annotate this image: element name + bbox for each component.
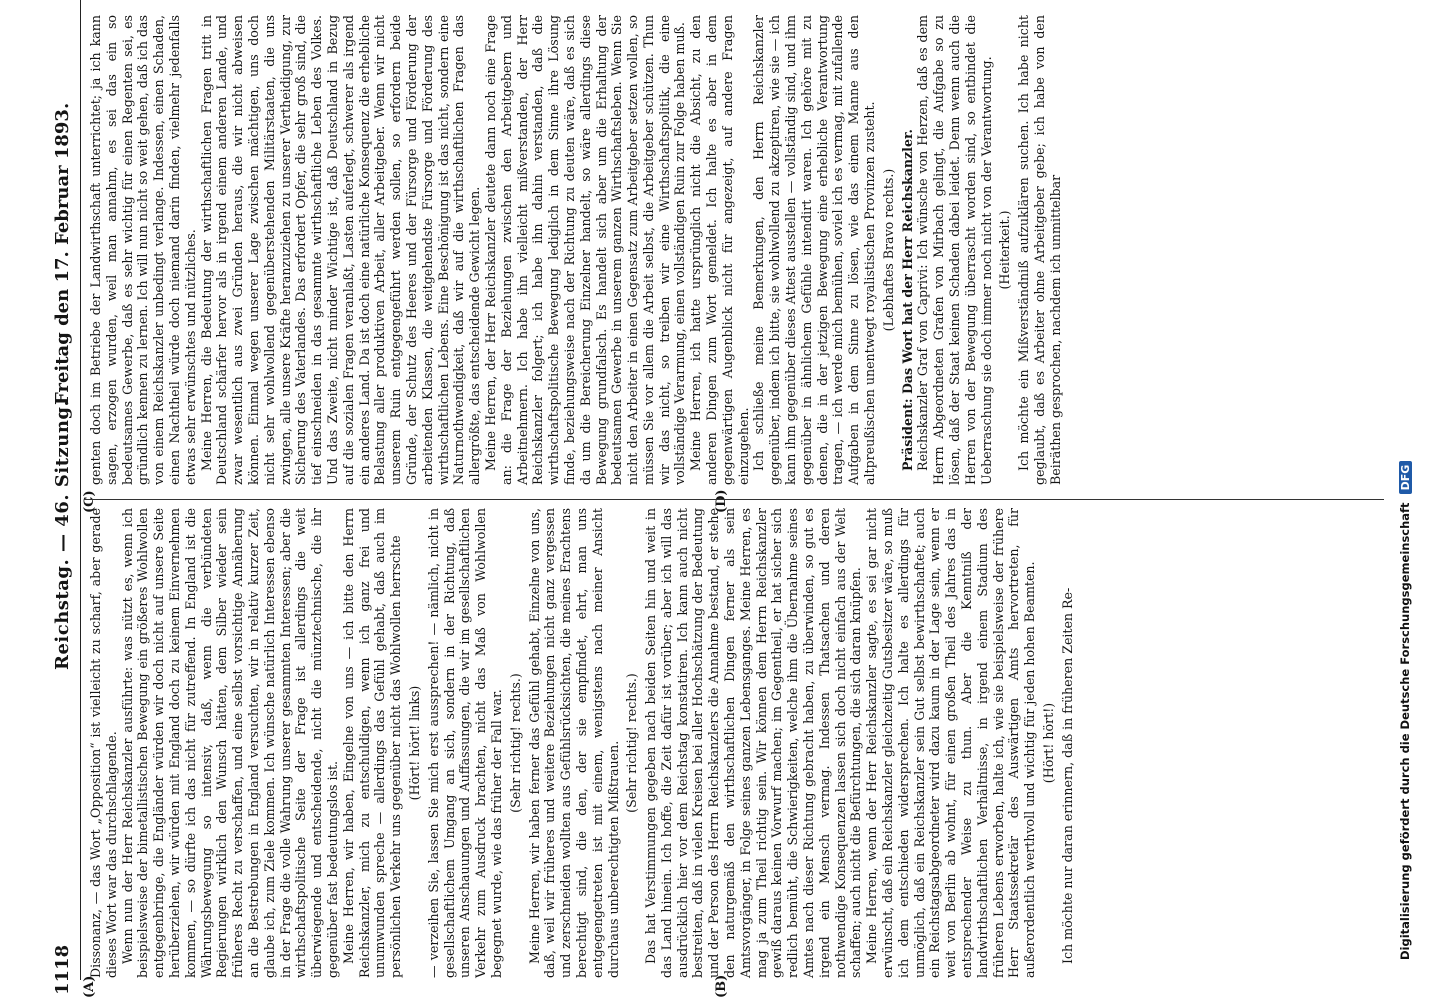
dfg-logo: DFG (1399, 461, 1412, 495)
paragraph: Meine Herren, der Herr Reichskanzler deutete dann noch eine Frage an: die Frage der Beziehungen zwischen den Arbeitgebern und Arbeitnehmern. Ich habe ihn vielleicht mißverstanden, der Herr Reichskanzler folgert; ich habe ihn dahin verstanden, daß die wirthschaftspolitische Bewegung lediglich in dem Sinne ihre Lösung finde, beziehungsweise nach der Richtung zu deuten wäre, daß es sich da um die Bereicherung Einzelner handelt, so wäre allerdings diese Bewegung grundfalsch. Es handelt sich aber um die Erhaltung der bedeutsamen Gewerbe in unserem ganzen Wirthschaftsleben. Wenn Sie nicht den Arbeiter in einen Gegensatz zum Arbeitgeber setzen wollen, so müssen Sie vor allem die Arbeit selbst, die Arbeitgeber schützen. Thun wir das nicht, so treiben wir eine Wirthschaftspolitik, die eine vollständige Verarmung, einen vollständigen Ruin zur Folge haben muß. (482, 15, 688, 485)
page-number: 1118 (52, 944, 73, 995)
speaker-paragraph: Reichskanzler Graf von Caprivi: Ich wünsche von Herzen, daß es dem Herrn Abgeordneten Grafen von Mirbach gelingt, die Aufgabe so zu lösen, daß der Staat keinen Schaden dabei leidet. Denn wenn auch die Herren von der Bewegung überrascht worden sind, so entbindet die Ueberraschung sie doch immer noch nicht von der Verantwortung. (915, 15, 994, 485)
paragraph: Ich möchte nur daran erinnern, daß in früheren Zeiten Re- (1059, 587, 1075, 964)
margin-marker-d: (D) (714, 489, 729, 513)
paragraph: — verzeihen Sie, lassen Sie mich erst aussprechen! — nämlich, nicht in gesellschaftlichem Umgang an sich, sondern in der Richtung, daß unseren Anschauungen und Auffassungen, die wir im gesellschaftlichen Verkehr zum Ausdruck brachten, nicht das Maß von Wohlwollen begegnet wurde, wie das früher der Fall war. (425, 508, 504, 978)
speaker-paragraph: Präsident: Das Wort hat der Herr Reichskanzler. (899, 129, 915, 471)
paragraph: Ich schließe meine Bemerkungen, den Herrn Reichskanzler gegenüber, indem ich bitte, sie wohlwollend zu akzeptiren, wie sie — ich kann ihm gegenüber dieses Attest ausstellen — vollständig sind, und ihm gegenüber in ähnlichem Gefühle intendirt waren. Ich gehöre mit zu denen, die in der jetzigen Bewegung eine erhebliche Verantwortung tragen, — ich werde mich bemühen, soviel ich es vermag, mit zufallende Aufgaben in dem Sinne zu lösen, wie das einem Manne aus den altpreußischen unentwegt royalistischen Provinzen zusteht. (751, 15, 878, 485)
session-date: Freitag den 17. Februar 1893. (52, 102, 73, 405)
paragraph: Das hat Verstimmungen gegeben nach beiden Seiten hin und weit in das Land hinein. Ich hoffe, die Zeit dafür ist vorüber; aber ich will das ausdrücklich hier vor dem Reichstag konstatiren. Ich kann auch nicht bestreiten, daß in vielen Kreisen bei aller Hochschätzung der Bedeutung und der Person des Herrn Reichskanzlers die Annahme bestand, er stehe den naturgemäß den wirthschaftlichen Dingen ferner als sein Amtsvorgänger, in Folge seines ganzen Lebensganges. Meine Herren, es mag ja zum Theil richtig sein. Wir können dem Herrn Reichskanzler gewiß daraus keinen Vorwurf machen; im Gegentheil, er hat sicher sich redlich bemüht, die Schwierigkeiten, welche ihm die Übernahme seines Amtes nach dieser Richtung gebracht haben, zu überwinden, so gut es irgend ein Mensch vermag. Indessen Thatsachen und deren nothwendige Konsequenzen lassen sich doch nicht einfach aus der Welt schaffen; auch nicht die Befürchtungen, die sich daran knüpfen. (643, 508, 864, 978)
interjection: (Heiterkeit.) (997, 210, 1013, 290)
paragraph: Meine Herren, wir haben ferner das Gefühl gehabt, Einzelne von uns, daß, weil wir früheres und weitere Beziehungen nicht ganz vergessen und zerschneiden wollten aus Gefühlsrücksichten, die meines Erachtens berechtigt sind, die den, der sie empfindet, ehrt, man uns entgegengetreten ist mit einem, wenigstens nach meiner Ansicht durchaus unberechtigten Mißtrauen. (526, 508, 621, 978)
right-column (88, 15, 1064, 485)
paragraph: Meine Herren, die Bedeutung der wirthschaftlichen Fragen tritt in Deutschland schärfer hervor als in irgend einem anderen Lande, und zwar wesentlich aus zwei Gründen heraus, die wir nicht abweisen können. Einmal wegen unserer Lage zwischen mächtigen, uns doch nicht sehr wohlwollend gegenüberstehenden Militärstaaten, die uns zwingen, alle unsere Kräfte heranzuziehen zu unserer Vertheidigung, zur Sicherung des Vaterlandes. Das erfordert Opfer, die sehr groß sind, die tief einschneiden in das gesammte wirthschaftliche Leben des Volkes. Und das Zweite, nicht minder Wichtige ist, daß Deutschland in Bezug auf die sozialen Fragen veranlaßt, Lasten auferlegt, schwerer als irgend ein anderes Land. Da ist doch eine natürliche Konsequenz die erhebliche Belastung aller produktiven Arbeit, aller Arbeitgeber. Wenn wir nicht unserem Ruin entgegengeführt werden sollen, so erfordern beide Gründe, der Schutz des Heeres und der Fürsorge und Förderung der arbeitenden Klassen, die weitgehendste Fürsorge und Förderung des wirthschaftlichen Lebens. Eine Beschönigung ist das nicht, sondern eine Naturnothwendigkeit, daß wir auf die wirthschaftlichen Fragen das allergrößte, das entscheidende Gewicht legen. (198, 15, 483, 485)
page-header (52, 0, 78, 1000)
header-rule (80, 0, 81, 980)
margin-marker-c: (C) (82, 490, 97, 513)
digitization-watermark (1398, 0, 1418, 960)
interjection: (Lebhaftes Bravo rechts.) (880, 168, 896, 332)
left-column (88, 508, 1076, 978)
paragraph: Wenn nun der Herr Reichskanzler ausführte: was nützt es, wenn ich beispielsweise der bimetallistischen Bewegung ein größeres Wohlwollen entgegenbringe, die Engländer würden wir doch nicht auf unsere Seite herüberziehen, wir würden mit England doch zu keinem Einvernehmen kommen, — so dürfte ich das nicht für zutreffend. In England ist die Währungsbewegung so intensiv, daß, wenn die verbündeten Regierungen wirklich den Wunsch hätten, dem Silber wieder sein früheres Recht zu verschaffen, und eine selbst vorsichtige Annäherung an die Bestrebungen in England versuchten, wir in relativ kurzer Zeit, glaube ich, zum Ziele kommen. Ich wünsche natürlich Interessen ebenso in der Frage die volle Wahrung unserer gesammten Interessen; aber die wirthschaftspolitische Seite der Frage ist allerdings die weit überwiegende und entscheidende, nicht die münztechnische, die ihr gegenüber fast bedeutungslos ist. (119, 508, 340, 978)
interjection: (Sehr richtig! rechts.) (624, 673, 640, 813)
watermark-text: Digitalisierung gefördert durch die Deutsche Forschungsgemeinschaft (1398, 502, 1412, 960)
paragraph: Meine Herren, wenn der Herr Reichskanzler sagte, es sei gar nicht erwünscht, daß ein Reichskanzler gleichzeitig Gutsbesitzer wäre, so muß ich dem entschieden widersprechen. Ich halte es allerdings für unmöglich, daß ein Reichskanzler sein Gut selbst bewirthschaftet; auch ein Reichstagsabgeordneter wird dazu kaum in der Lage sein, wenn er weit von Berlin ab wohnt, für einen großen Theil des Jahres das in entsprechender Weise zu thun. Aber die Kenntniß der landwirthschaftlichen Verhältnisse, in irgend einem Stadium des früheren Lebens erworben, halte ich, wie sie beispielsweise der frühere Herr Staatssekretär des Auswärtigen Amts hervortreten, für außerordentlich werthvoll und wichtig für jeden hohen Beamten. (864, 508, 1038, 978)
session-title: Reichstag. — 46. Sitzung. (52, 399, 73, 670)
paragraph: Meine Herren, ich hatte ursprünglich nicht die Absicht, zu den anderen Dingen zum Wort gemeldet. Ich halte es aber in dem gegenwärtigen Augenblick nicht für angezeigt, auf andere Fragen einzugehen. (688, 15, 751, 485)
margin-marker-b: (B) (714, 974, 729, 998)
paragraph: genten doch im Betriebe der Landwirthschaft unterrichtet; ja ich kann sagen, erzogen wurden, weil man annahm, es sei das ein so bedeutsames Gewerbe, daß es sehr wichtig für einen Regenten sei, es gründlich kennen zu lernen. Ich will nun nicht so weit gehen, daß ich das von einem Reichskanzler unbedingt verlange. Indessen, einen Schaden, einen Nachtheil würde doch niemand darin finden, vielmehr jedenfalls etwas sehr erwünschtes und nützliches. (88, 15, 198, 485)
margin-marker-a: (A) (82, 975, 97, 998)
paragraph: Meine Herren, wir haben, Eingelne von uns — ich bitte den Herrn Reichskanzler, mich zu entschuldigen, wenn ich ganz frei und unumwunden spreche — allerdings das Gefühl gehabt, daß auch im persönlichen Verkehr uns gegenüber nicht das Wohlwollen herrschte (340, 508, 404, 978)
paragraph: Dissonanz, — das Wort „Opposition“ ist vielleicht zu scharf, aber gerade dieses Wort war das durchschlagende. (88, 508, 119, 978)
column-divider (84, 499, 1384, 500)
interjection: (Hört! hört! links) (406, 685, 422, 801)
interjection: (Sehr richtig! rechts.) (507, 673, 523, 813)
paragraph: Ich möchte ein Mißverständniß aufzuklären suchen. Ich habe nicht geglaubt, daß es Arbeiter ohne Arbeitgeber gebe; ich habe von den Beiräthen gesprochen, nachdem ich unmittelbar (1016, 15, 1063, 485)
interjection: (Hört! hört!) (1041, 702, 1057, 784)
